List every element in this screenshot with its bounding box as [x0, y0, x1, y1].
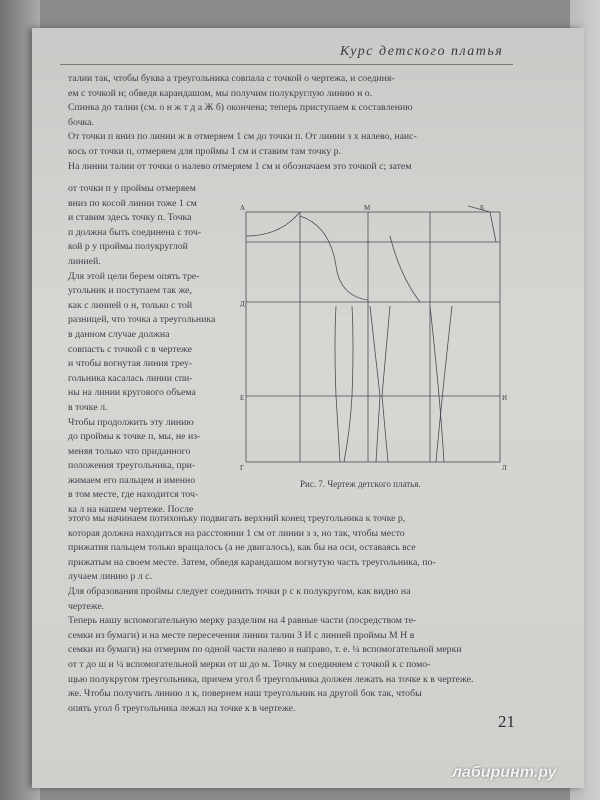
text-line: кось от точки п, отмеряем для проймы 1 см и ставим там точку р.	[68, 145, 341, 157]
text-line: линией.	[68, 255, 101, 267]
text-line: и чтобы вогнутая линия треу-	[68, 358, 193, 370]
text-line: совпасть с точкой с в чертеже	[68, 343, 192, 355]
text-line: п должна быть соединена с точ-	[68, 226, 202, 238]
label-M: М	[364, 204, 371, 212]
side-seam-curve	[390, 236, 420, 302]
text-line: От точки п вниз по линии ж в отмеряем 1 см до точки п. От линии з х налево, наис-	[68, 131, 417, 143]
text-line: ка л на нашем чертеже. После	[68, 504, 194, 516]
text-line: в данном случае должна	[68, 328, 170, 340]
text-line: кой р у проймы полукруглой	[68, 241, 188, 253]
text-line: жимаем его пальцем и именно	[68, 474, 196, 486]
figure-caption: Рис. 7. Чертеж детского платья.	[300, 479, 421, 489]
text-line: На линии талии от точки о налево отмеряем 1 см и обозначаем это точкой с; затем	[68, 160, 412, 172]
text-line: прижатым на своем месте. Затем, обведя карандашом вогнутую часть треугольника, по-	[68, 556, 436, 568]
text-line: лучаем линию р л с.	[68, 571, 152, 583]
header-rule	[60, 64, 513, 65]
text-line: опять угол б треугольника лежал на точке к в чертеже.	[68, 702, 296, 714]
label-A: А	[240, 204, 246, 212]
back-neck-curve	[246, 212, 300, 236]
label-D: Д	[240, 300, 245, 308]
dart-mid-a	[370, 306, 380, 462]
text-line: ны на линии кругового объема	[68, 387, 196, 399]
text-line: Спинка до талии (см. о н ж т д а Ж б) окончена; теперь приступаем к составлению	[68, 102, 413, 114]
text-line: Теперь нашу вспомогательную мерку разделим на 4 равные части (посредством те-	[68, 615, 417, 627]
watermark-logo: лабиринт.ру	[452, 764, 557, 781]
text-line: Чтобы продолжить эту линию	[68, 416, 194, 428]
text-line: семки из бумаги) на отмерим по одной части налево и направо, т. е. ¼ вспомогательной мерки	[68, 644, 462, 656]
text-line: семки из бумаги) и на месте пересечения линии талии З И с линией проймы М Н в	[68, 629, 415, 641]
text-line: положения треугольника, при-	[68, 460, 196, 472]
paragraph-top	[68, 72, 417, 174]
label-I: И	[502, 394, 508, 402]
text-line: от т до ш и ¼ вспомогательной мерки от ш до м. Точку м соединяем с точкой к с помо-	[68, 658, 431, 670]
text-line: вниз по косой линии тоже 1 см	[68, 197, 197, 209]
label-G: Г	[240, 464, 245, 472]
text-line: угольник и поступаем так же,	[68, 285, 192, 297]
text-line: и ставим здесь точку п. Точка	[68, 212, 192, 224]
text-line: Для этой цели берем опять тре-	[68, 270, 200, 282]
label-E: Е	[240, 394, 245, 402]
running-header: Курс детского платья	[340, 44, 504, 59]
text-line: чертеже.	[68, 600, 105, 612]
text-line: бочка.	[68, 116, 94, 128]
text-line: прижатия пальцем только вращалось (а не двигалось), как бы на оси, оставаясь все	[68, 542, 416, 554]
dart-left-b	[344, 306, 353, 462]
paragraph-side	[68, 182, 215, 518]
front-seam-b	[436, 306, 452, 462]
text-line: этого мы начинаем потихоньку подвигать верхний конец треугольника к точке р,	[68, 513, 406, 524]
dart-mid-b	[382, 306, 390, 462]
text-line: же. Чтобы получить линию л к, повернем наш треугольник на другой бок так, чтобы	[68, 688, 422, 700]
text-line: меняя только что приданного	[68, 445, 191, 457]
text-line: ем с точкой н; обведя карандашом, мы получим полукруглую линию н о.	[68, 87, 373, 99]
text-line: талии так, чтобы буква а треугольника совпала с точкой о чертежа, и соединя-	[68, 73, 395, 84]
page-number: 21	[498, 712, 515, 731]
text-line: гольника касалась линии спи-	[68, 372, 193, 384]
frame-outline	[246, 212, 500, 462]
front-seam-a	[430, 306, 444, 462]
dress-pattern-figure	[240, 196, 510, 476]
text-line: щью полукругом треугольника, причем угол б треугольника должен лежать на точке к в чертеже.	[68, 673, 474, 685]
text-line: как с линией о н, только с той	[68, 299, 193, 311]
dart-left-a	[335, 306, 340, 462]
text-line: от точки п у проймы отмеряем	[68, 183, 196, 194]
label-L: Л	[502, 464, 507, 472]
text-line: до проймы к точке п, мы, не из-	[68, 431, 201, 443]
label-B: Б	[480, 204, 485, 212]
text-line: в том месте, где находится точ-	[68, 489, 199, 501]
text-line: Для образования проймы следует соединить точки р с к полукругом, как видно на	[68, 585, 411, 597]
paragraph-bottom	[68, 512, 473, 716]
armhole-curve	[300, 216, 368, 300]
text-line: в точке л.	[68, 401, 108, 413]
text-line: разницей, что точка а треугольника	[68, 314, 216, 326]
text-line: которая должна находиться на расстоянии 1 см от линии з з, но так, чтобы место	[68, 527, 405, 539]
